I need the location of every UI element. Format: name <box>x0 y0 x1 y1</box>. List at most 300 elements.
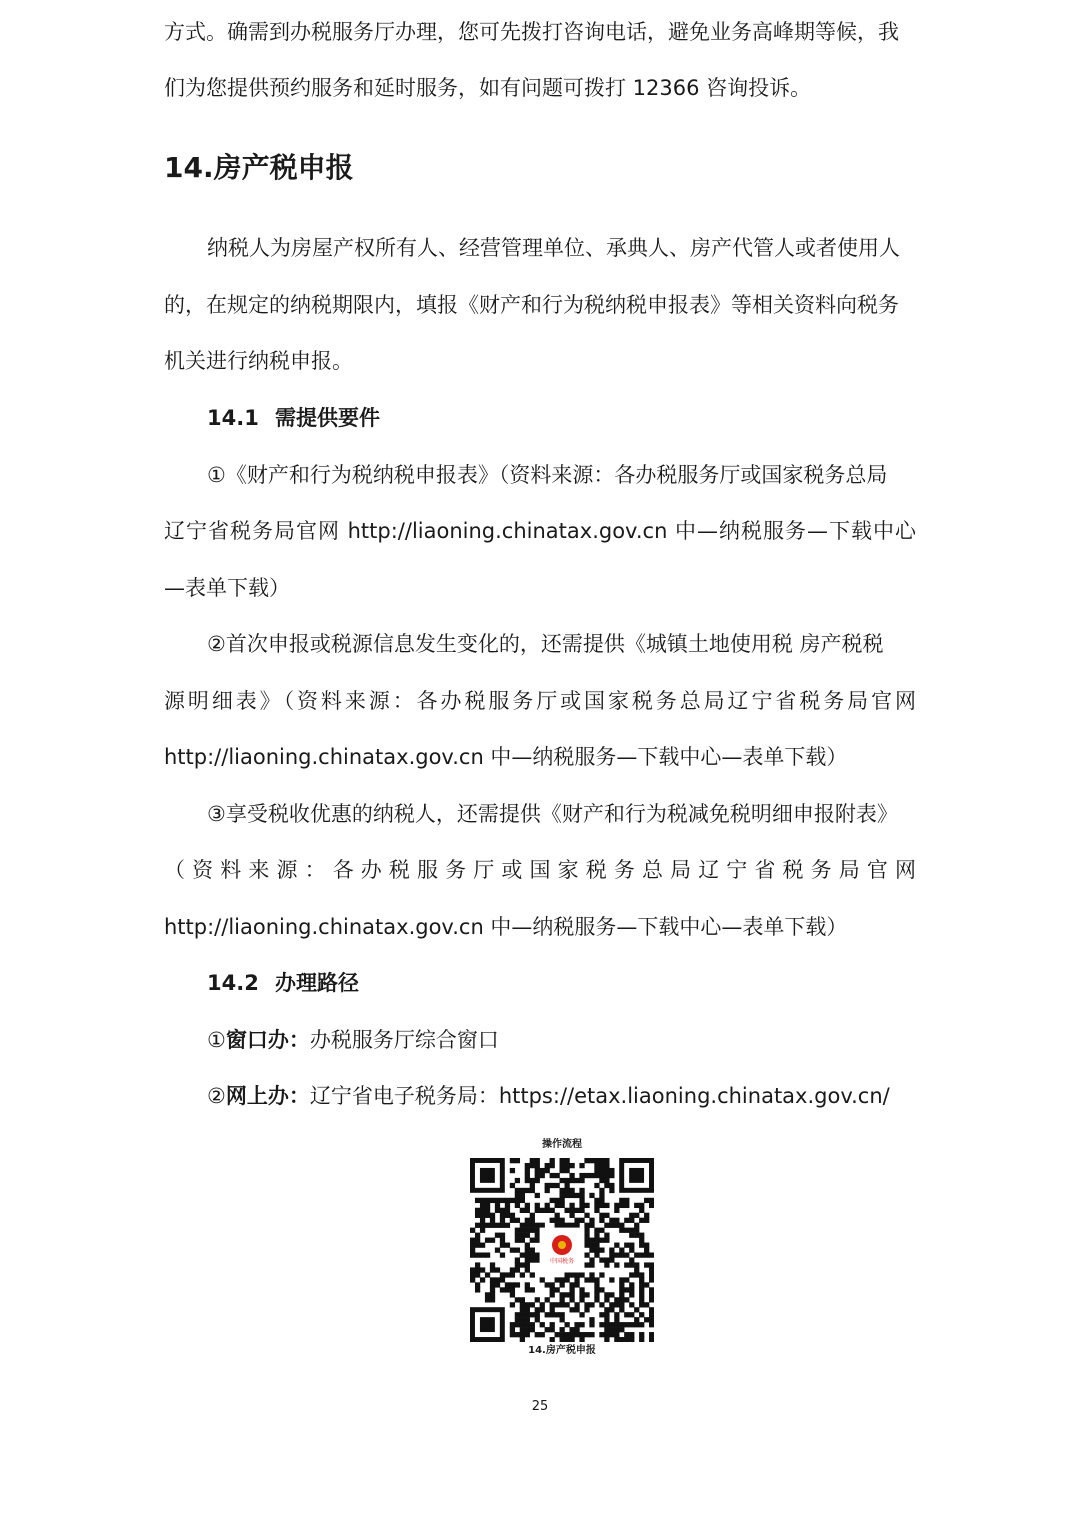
qr-module <box>530 1257 535 1262</box>
qr-module <box>480 1208 485 1213</box>
qr-module <box>475 1243 480 1248</box>
qr-module <box>510 1282 515 1287</box>
qr-module <box>579 1332 584 1337</box>
qr-module <box>520 1198 525 1203</box>
qr-module <box>569 1332 574 1337</box>
qr-module <box>555 1203 560 1208</box>
qr-module <box>609 1248 614 1253</box>
qr-module <box>540 1208 545 1213</box>
qr-module <box>634 1267 639 1272</box>
qr-module <box>644 1218 649 1223</box>
qr-module <box>589 1243 594 1248</box>
qr-module <box>629 1248 634 1253</box>
qr-module <box>619 1327 624 1332</box>
qr-module <box>599 1173 604 1178</box>
qr-module <box>649 1322 654 1327</box>
qr-module <box>599 1257 604 1262</box>
qr-module <box>485 1292 490 1297</box>
qr-module <box>485 1203 490 1208</box>
qr-module <box>619 1292 624 1297</box>
qr-module <box>475 1262 480 1267</box>
qr-module <box>644 1282 649 1287</box>
qr-module <box>629 1262 634 1267</box>
qr-module <box>480 1218 485 1223</box>
qr-module <box>535 1203 540 1208</box>
qr-module <box>560 1327 565 1332</box>
qr-module <box>495 1277 500 1282</box>
qr-module <box>624 1218 629 1223</box>
qr-module <box>614 1208 619 1213</box>
qr-module <box>564 1208 569 1213</box>
qr-module <box>520 1272 525 1277</box>
qr-module <box>510 1332 515 1337</box>
qr-module <box>599 1198 604 1203</box>
qr-module <box>609 1168 614 1173</box>
qr-module <box>574 1178 579 1183</box>
qr-module <box>530 1158 535 1163</box>
qr-module <box>604 1327 609 1332</box>
path-value: 办税服务厅综合窗口 <box>309 1028 499 1052</box>
qr-module <box>599 1332 604 1337</box>
qr-module <box>475 1238 480 1243</box>
qr-module <box>480 1252 485 1257</box>
qr-module <box>579 1203 584 1208</box>
qr-module <box>490 1213 495 1218</box>
qr-module <box>594 1248 599 1253</box>
qr-module <box>619 1302 624 1307</box>
qr-module <box>649 1277 654 1282</box>
qr-module <box>515 1322 520 1327</box>
qr-module <box>564 1178 569 1183</box>
qr-module <box>579 1208 584 1213</box>
qr-module <box>589 1302 594 1307</box>
qr-module <box>560 1168 565 1173</box>
qr-module <box>525 1262 530 1267</box>
qr-module <box>550 1287 555 1292</box>
qr-module <box>649 1337 654 1342</box>
qr-module <box>475 1223 480 1228</box>
qr-module <box>505 1203 510 1208</box>
qr-module <box>500 1218 505 1223</box>
qr-module <box>604 1178 609 1183</box>
qr-module <box>639 1218 644 1223</box>
qr-module <box>550 1307 555 1312</box>
qr-module <box>619 1322 624 1327</box>
qr-module <box>604 1213 609 1218</box>
qr-module <box>619 1337 624 1342</box>
path-label: 网上办： <box>225 1084 310 1108</box>
qr-module <box>649 1312 654 1317</box>
qr-module <box>609 1218 614 1223</box>
qr-finder-pattern <box>480 1168 495 1183</box>
path-marker: ① <box>207 1028 226 1052</box>
section-paragraph-line: 的，在规定的纳税期限内，填报《财产和行为税纳税申报表》等相关资料向税务 <box>164 293 899 317</box>
qr-module <box>485 1223 490 1228</box>
qr-module <box>545 1297 550 1302</box>
qr-module <box>624 1287 629 1292</box>
qr-module <box>634 1272 639 1277</box>
qr-module <box>624 1252 629 1257</box>
qr-module <box>584 1173 589 1178</box>
qr-module <box>485 1213 490 1218</box>
qr-module <box>475 1267 480 1272</box>
qr-module <box>520 1337 525 1342</box>
requirement-item-1-line: ①《财产和行为税纳税申报表》（资料来源：各办税服务厅或国家税务总局 <box>207 463 888 487</box>
qr-module <box>480 1267 485 1272</box>
qr-module <box>604 1312 609 1317</box>
qr-module <box>609 1183 614 1188</box>
qr-module <box>555 1218 560 1223</box>
qr-module <box>639 1312 644 1317</box>
qr-module <box>520 1297 525 1302</box>
qr-module <box>619 1307 624 1312</box>
qr-module <box>599 1228 604 1233</box>
qr-module <box>649 1272 654 1277</box>
qr-module <box>525 1233 530 1238</box>
qr-module <box>619 1282 624 1287</box>
qr-module <box>624 1228 629 1233</box>
qr-module <box>515 1198 520 1203</box>
qr-finder-pattern <box>480 1317 495 1332</box>
qr-module <box>604 1332 609 1337</box>
qr-module <box>520 1317 525 1322</box>
qr-module <box>560 1297 565 1302</box>
emblem-text: 中国税务 <box>549 1258 575 1265</box>
qr-module <box>510 1213 515 1218</box>
qr-module <box>594 1292 599 1297</box>
qr-module <box>515 1282 520 1287</box>
subsection-title: 需提供要件 <box>275 406 380 430</box>
qr-module <box>574 1223 579 1228</box>
qr-module <box>525 1312 530 1317</box>
path-value: 辽宁省电子税务局：https://etax.liaoning.chinatax.gov.cn/ <box>309 1084 890 1108</box>
qr-module <box>639 1208 644 1213</box>
qr-module <box>525 1317 530 1322</box>
qr-module <box>505 1243 510 1248</box>
qr-module <box>579 1188 584 1193</box>
qr-module <box>490 1262 495 1267</box>
qr-module <box>490 1198 495 1203</box>
qr-module <box>550 1208 555 1213</box>
qr-module <box>604 1337 609 1342</box>
qr-module <box>545 1203 550 1208</box>
qr-module <box>475 1233 480 1238</box>
qr-module <box>470 1238 475 1243</box>
qr-module <box>535 1193 540 1198</box>
qr-module <box>629 1257 634 1262</box>
qr-module <box>589 1158 594 1163</box>
qr-module <box>624 1203 629 1208</box>
qr-module <box>535 1163 540 1168</box>
qr-module <box>589 1277 594 1282</box>
qr-module <box>500 1208 505 1213</box>
qr-module <box>520 1332 525 1337</box>
qr-module <box>545 1282 550 1287</box>
qr-block <box>450 1138 674 1366</box>
qr-module <box>604 1262 609 1267</box>
qr-module <box>594 1163 599 1168</box>
qr-module <box>505 1282 510 1287</box>
qr-module <box>589 1317 594 1322</box>
qr-module <box>589 1173 594 1178</box>
qr-module <box>530 1327 535 1332</box>
qr-module <box>515 1188 520 1193</box>
qr-module <box>545 1188 550 1193</box>
qr-module <box>500 1272 505 1277</box>
qr-module <box>624 1262 629 1267</box>
qr-module <box>599 1248 604 1253</box>
qr-module <box>589 1262 594 1267</box>
qr-module <box>609 1332 614 1337</box>
qr-module <box>505 1223 510 1228</box>
qr-module <box>525 1208 530 1213</box>
qr-module <box>495 1223 500 1228</box>
qr-module <box>574 1193 579 1198</box>
qr-module <box>599 1312 604 1317</box>
qr-module <box>579 1297 584 1302</box>
qr-module <box>569 1337 574 1342</box>
qr-module <box>649 1267 654 1272</box>
qr-module <box>520 1307 525 1312</box>
qr-module <box>510 1322 515 1327</box>
qr-module <box>579 1272 584 1277</box>
qr-module <box>475 1198 480 1203</box>
qr-module <box>475 1208 480 1213</box>
qr-module <box>530 1213 535 1218</box>
qr-module <box>574 1208 579 1213</box>
qr-module <box>609 1292 614 1297</box>
qr-module <box>599 1188 604 1193</box>
qr-module <box>604 1203 609 1208</box>
qr-module <box>525 1267 530 1272</box>
qr-module <box>525 1248 530 1253</box>
qr-module <box>614 1332 619 1337</box>
qr-module <box>530 1178 535 1183</box>
qr-module <box>629 1302 634 1307</box>
qr-module <box>594 1173 599 1178</box>
qr-module <box>594 1243 599 1248</box>
qr-module <box>614 1223 619 1228</box>
qr-module <box>619 1228 624 1233</box>
qr-module <box>564 1168 569 1173</box>
qr-module <box>520 1228 525 1233</box>
qr-module <box>634 1252 639 1257</box>
qr-module <box>550 1337 555 1342</box>
qr-module <box>560 1218 565 1223</box>
qr-module <box>609 1188 614 1193</box>
qr-module <box>639 1287 644 1292</box>
qr-module <box>475 1287 480 1292</box>
qr-module <box>545 1208 550 1213</box>
qr-module <box>599 1238 604 1243</box>
qr-module <box>574 1272 579 1277</box>
qr-module <box>550 1173 555 1178</box>
qr-module <box>599 1287 604 1292</box>
qr-module <box>535 1223 540 1228</box>
qr-module <box>609 1307 614 1312</box>
qr-module <box>475 1213 480 1218</box>
qr-module <box>649 1317 654 1322</box>
qr-module <box>540 1277 545 1282</box>
qr-module <box>584 1213 589 1218</box>
qr-module <box>555 1213 560 1218</box>
qr-module <box>614 1243 619 1248</box>
qr-module <box>525 1322 530 1327</box>
qr-code[interactable] <box>470 1158 654 1342</box>
qr-module <box>594 1277 599 1282</box>
qr-module <box>604 1317 609 1322</box>
path-label: 窗口办： <box>225 1028 310 1052</box>
qr-module <box>614 1337 619 1342</box>
qr-module <box>500 1233 505 1238</box>
qr-module <box>530 1248 535 1253</box>
qr-module <box>569 1178 574 1183</box>
qr-module <box>550 1163 555 1168</box>
qr-module <box>480 1203 485 1208</box>
qr-module <box>599 1158 604 1163</box>
qr-module <box>599 1203 604 1208</box>
qr-module <box>579 1163 584 1168</box>
qr-module <box>594 1168 599 1173</box>
qr-module <box>560 1292 565 1297</box>
qr-module <box>574 1282 579 1287</box>
qr-module <box>619 1198 624 1203</box>
qr-module <box>520 1223 525 1228</box>
qr-module <box>589 1272 594 1277</box>
qr-module <box>639 1252 644 1257</box>
qr-module <box>564 1188 569 1193</box>
path-online <box>207 1081 890 1111</box>
qr-module <box>540 1307 545 1312</box>
qr-module <box>535 1238 540 1243</box>
requirement-item-1-line: 辽宁省税务局官网 http://liaoning.chinatax.gov.cn 中—纳税服务—下载中心 <box>164 519 916 543</box>
qr-module <box>569 1282 574 1287</box>
requirement-item-2-line: 源明细表》（资料来源：各办税服务厅或国家税务总局辽宁省税务局官网 <box>164 689 916 713</box>
qr-module <box>619 1252 624 1257</box>
qr-module <box>589 1193 594 1198</box>
requirement-item-2-line: http://liaoning.chinatax.gov.cn 中—纳税服务—下载中心—表单下载） <box>164 745 848 769</box>
qr-module <box>560 1337 565 1342</box>
qr-module <box>599 1213 604 1218</box>
qr-module <box>490 1287 495 1292</box>
qr-module <box>470 1272 475 1277</box>
qr-module <box>525 1287 530 1292</box>
qr-module <box>525 1203 530 1208</box>
qr-module <box>560 1223 565 1228</box>
qr-module <box>535 1257 540 1262</box>
qr-module <box>589 1322 594 1327</box>
qr-module <box>624 1297 629 1302</box>
qr-module <box>530 1252 535 1257</box>
qr-module <box>510 1158 515 1163</box>
qr-module <box>599 1193 604 1198</box>
qr-module <box>639 1272 644 1277</box>
qr-module <box>520 1208 525 1213</box>
qr-module <box>604 1223 609 1228</box>
qr-module <box>530 1218 535 1223</box>
qr-module <box>475 1272 480 1277</box>
qr-module <box>560 1203 565 1208</box>
qr-module <box>604 1238 609 1243</box>
qr-module <box>649 1307 654 1312</box>
qr-module <box>560 1188 565 1193</box>
subsection-heading-14-2 <box>207 968 359 998</box>
qr-module <box>589 1248 594 1253</box>
qr-module <box>619 1203 624 1208</box>
qr-module <box>470 1243 475 1248</box>
qr-module <box>639 1332 644 1337</box>
qr-module <box>634 1233 639 1238</box>
qr-module <box>555 1302 560 1307</box>
qr-module <box>530 1223 535 1228</box>
qr-module <box>599 1272 604 1277</box>
qr-module <box>599 1163 604 1168</box>
qr-module <box>579 1178 584 1183</box>
qr-module <box>639 1233 644 1238</box>
qr-module <box>555 1183 560 1188</box>
qr-module <box>604 1173 609 1178</box>
qr-module <box>594 1297 599 1302</box>
qr-module <box>644 1248 649 1253</box>
qr-module <box>500 1277 505 1282</box>
qr-module <box>604 1292 609 1297</box>
qr-module <box>535 1208 540 1213</box>
qr-module <box>545 1163 550 1168</box>
qr-module <box>639 1297 644 1302</box>
qr-module <box>525 1188 530 1193</box>
qr-module <box>639 1238 644 1243</box>
requirement-item-3-line: http://liaoning.chinatax.gov.cn 中—纳税服务—下载中心—表单下载） <box>164 915 848 939</box>
qr-module <box>564 1272 569 1277</box>
qr-module <box>629 1292 634 1297</box>
qr-module <box>624 1332 629 1337</box>
qr-module <box>520 1262 525 1267</box>
qr-title: 操作流程 <box>542 1139 582 1150</box>
qr-module <box>545 1168 550 1173</box>
qr-module <box>649 1297 654 1302</box>
qr-module <box>515 1203 520 1208</box>
qr-module <box>535 1317 540 1322</box>
qr-module <box>584 1203 589 1208</box>
qr-module <box>510 1168 515 1173</box>
qr-module <box>614 1218 619 1223</box>
qr-module <box>569 1292 574 1297</box>
qr-module <box>515 1218 520 1223</box>
qr-module <box>644 1198 649 1203</box>
qr-module <box>530 1287 535 1292</box>
qr-module <box>560 1332 565 1337</box>
section-paragraph-line: 纳税人为房屋产权所有人、经营管理单位、承典人、房产代管人或者使用人 <box>207 236 900 260</box>
qr-module <box>629 1337 634 1342</box>
qr-module <box>629 1233 634 1238</box>
qr-module <box>560 1158 565 1163</box>
qr-module <box>609 1277 614 1282</box>
emblem-center-icon <box>558 1241 566 1249</box>
qr-module <box>535 1307 540 1312</box>
qr-module <box>560 1282 565 1287</box>
qr-module <box>624 1312 629 1317</box>
qr-module <box>550 1183 555 1188</box>
qr-module <box>584 1332 589 1337</box>
qr-module <box>515 1228 520 1233</box>
qr-module <box>550 1198 555 1203</box>
qr-module <box>560 1198 565 1203</box>
qr-module <box>515 1178 520 1183</box>
qr-module <box>564 1223 569 1228</box>
qr-module <box>535 1158 540 1163</box>
qr-module <box>555 1312 560 1317</box>
qr-module <box>480 1277 485 1282</box>
